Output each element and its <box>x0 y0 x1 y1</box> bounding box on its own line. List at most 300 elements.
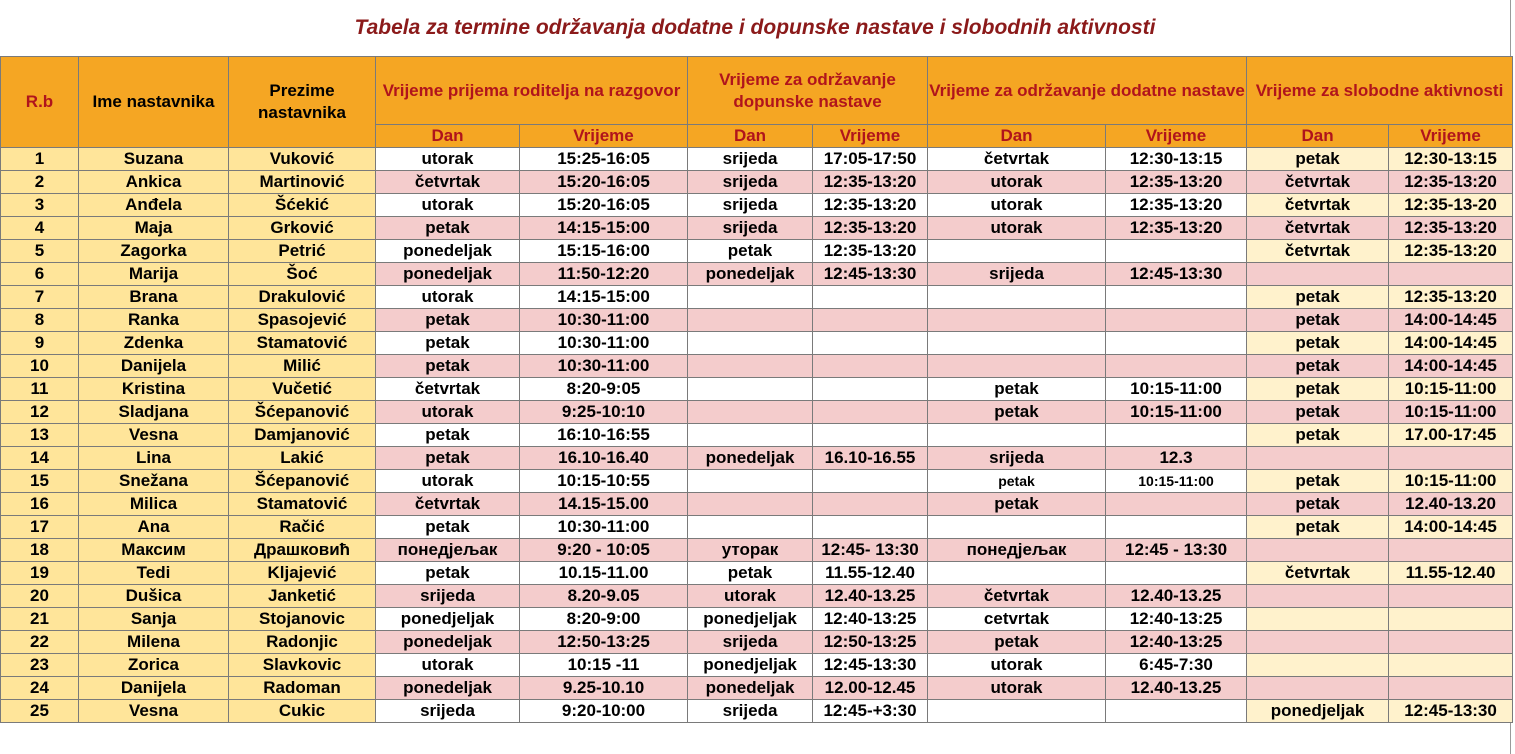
cell-remedial-day[interactable]: ponedeljak <box>688 447 813 470</box>
cell-rb[interactable]: 3 <box>1 194 79 217</box>
cell-rb[interactable]: 10 <box>1 355 79 378</box>
cell-last-name[interactable]: Janketić <box>229 585 376 608</box>
cell-additional-day[interactable]: srijeda <box>928 263 1106 286</box>
table-row <box>1 470 1513 493</box>
cell-additional-time[interactable]: 10:15-11:00 <box>1106 378 1247 401</box>
cell-free-day[interactable]: petak <box>1247 493 1389 516</box>
cell-additional-time[interactable]: 6:45-7:30 <box>1106 654 1247 677</box>
cell-remedial-time[interactable]: 12:35-13:20 <box>813 240 928 263</box>
header-rb: R.b <box>1 57 79 148</box>
cell-remedial-time[interactable] <box>813 286 928 309</box>
cell-additional-day[interactable]: utorak <box>928 654 1106 677</box>
cell-remedial-day[interactable] <box>688 401 813 424</box>
cell-parent-day[interactable]: srijeda <box>376 585 520 608</box>
header-prezime: Prezime nastavnika <box>229 57 376 148</box>
cell-remedial-time[interactable] <box>813 516 928 539</box>
cell-additional-day[interactable] <box>928 562 1106 585</box>
header-ime: Ime nastavnika <box>79 57 229 148</box>
cell-additional-time[interactable]: 10:15-11:00 <box>1106 470 1247 493</box>
cell-last-name[interactable]: Radonjic <box>229 631 376 654</box>
cell-remedial-time[interactable]: 12:35-13:20 <box>813 217 928 240</box>
cell-first-name[interactable]: Maja <box>79 217 229 240</box>
cell-free-day[interactable]: petak <box>1247 332 1389 355</box>
cell-additional-day[interactable] <box>928 424 1106 447</box>
cell-free-day[interactable]: četvrtak <box>1247 562 1389 585</box>
cell-additional-day[interactable] <box>928 309 1106 332</box>
cell-free-day[interactable] <box>1247 539 1389 562</box>
sheet-title: Tabela za termine održavanja dodatne i dopunske nastave i slobodnih aktivnosti <box>354 16 1156 39</box>
cell-rb[interactable]: 22 <box>1 631 79 654</box>
cell-free-day[interactable]: četvrtak <box>1247 194 1389 217</box>
cell-remedial-day[interactable]: srijeda <box>688 194 813 217</box>
cell-parent-day[interactable]: ponedeljak <box>376 263 520 286</box>
cell-free-day[interactable] <box>1247 263 1389 286</box>
cell-free-time[interactable]: 14:00-14:45 <box>1389 332 1513 355</box>
table-body <box>1 148 1513 723</box>
cell-parent-day[interactable]: ponedeljak <box>376 240 520 263</box>
cell-rb[interactable]: 14 <box>1 447 79 470</box>
cell-parent-day[interactable]: petak <box>376 562 520 585</box>
cell-last-name[interactable]: Radoman <box>229 677 376 700</box>
cell-remedial-time[interactable]: 12:45- 13:30 <box>813 539 928 562</box>
cell-additional-day[interactable]: srijeda <box>928 447 1106 470</box>
cell-last-name[interactable]: Petrić <box>229 240 376 263</box>
cell-parent-time[interactable]: 9.25-10.10 <box>520 677 688 700</box>
cell-remedial-time[interactable] <box>813 378 928 401</box>
cell-parent-day[interactable]: petak <box>376 355 520 378</box>
cell-free-time[interactable]: 11.55-12.40 <box>1389 562 1513 585</box>
cell-parent-time[interactable]: 10:30-11:00 <box>520 355 688 378</box>
cell-remedial-time[interactable]: 11.55-12.40 <box>813 562 928 585</box>
cell-first-name[interactable]: Snežana <box>79 470 229 493</box>
cell-parent-time[interactable]: 8.20-9.05 <box>520 585 688 608</box>
cell-last-name[interactable]: Драшковић <box>229 539 376 562</box>
cell-parent-time[interactable]: 12:50-13:25 <box>520 631 688 654</box>
cell-parent-time[interactable]: 14.15-15.00 <box>520 493 688 516</box>
cell-free-day[interactable] <box>1247 654 1389 677</box>
cell-parent-day[interactable]: ponedeljak <box>376 677 520 700</box>
subheader-vrijeme: Vrijeme <box>520 125 688 148</box>
cell-parent-time[interactable]: 16:10-16:55 <box>520 424 688 447</box>
cell-remedial-day[interactable]: srijeda <box>688 148 813 171</box>
cell-first-name[interactable]: Sanja <box>79 608 229 631</box>
cell-additional-day[interactable] <box>928 332 1106 355</box>
cell-parent-day[interactable]: ponedjeljak <box>376 608 520 631</box>
cell-remedial-time[interactable] <box>813 309 928 332</box>
table-row <box>1 447 1513 470</box>
cell-free-time[interactable]: 14:00-14:45 <box>1389 516 1513 539</box>
cell-additional-time[interactable]: 12.40-13.25 <box>1106 677 1247 700</box>
cell-rb[interactable]: 15 <box>1 470 79 493</box>
cell-remedial-day[interactable]: srijeda <box>688 217 813 240</box>
table-row <box>1 539 1513 562</box>
cell-free-time[interactable] <box>1389 654 1513 677</box>
cell-remedial-day[interactable] <box>688 516 813 539</box>
cell-remedial-day[interactable] <box>688 355 813 378</box>
cell-parent-day[interactable]: utorak <box>376 401 520 424</box>
cell-additional-time[interactable] <box>1106 516 1247 539</box>
cell-additional-time[interactable]: 12:35-13:20 <box>1106 194 1247 217</box>
cell-last-name[interactable]: Stamatović <box>229 332 376 355</box>
cell-parent-time[interactable]: 8:20-9:05 <box>520 378 688 401</box>
cell-additional-time[interactable]: 12:40-13:25 <box>1106 608 1247 631</box>
cell-remedial-day[interactable] <box>688 309 813 332</box>
cell-rb[interactable]: 2 <box>1 171 79 194</box>
cell-free-time[interactable]: 10:15-11:00 <box>1389 401 1513 424</box>
cell-free-day[interactable]: petak <box>1247 516 1389 539</box>
table-row <box>1 608 1513 631</box>
cell-remedial-day[interactable]: srijeda <box>688 631 813 654</box>
cell-remedial-time[interactable]: 12:35-13:20 <box>813 171 928 194</box>
cell-parent-time[interactable]: 14:15-15:00 <box>520 217 688 240</box>
cell-parent-day[interactable]: petak <box>376 447 520 470</box>
cell-free-time[interactable]: 12:35-13:20 <box>1389 217 1513 240</box>
cell-first-name[interactable]: Danijela <box>79 677 229 700</box>
cell-additional-time[interactable] <box>1106 355 1247 378</box>
cell-parent-day[interactable]: četvrtak <box>376 378 520 401</box>
cell-first-name[interactable]: Anđela <box>79 194 229 217</box>
cell-remedial-time[interactable]: 12.40-13.25 <box>813 585 928 608</box>
cell-parent-time[interactable]: 10:15 -11 <box>520 654 688 677</box>
cell-rb[interactable]: 19 <box>1 562 79 585</box>
cell-last-name[interactable]: Drakulović <box>229 286 376 309</box>
cell-additional-time[interactable]: 10:15-11:00 <box>1106 401 1247 424</box>
cell-remedial-time[interactable]: 12:45-13:30 <box>813 654 928 677</box>
cell-rb[interactable]: 24 <box>1 677 79 700</box>
cell-additional-time[interactable] <box>1106 240 1247 263</box>
cell-free-time[interactable] <box>1389 631 1513 654</box>
cell-last-name[interactable]: Šćepanović <box>229 470 376 493</box>
cell-remedial-day[interactable] <box>688 332 813 355</box>
cell-free-day[interactable]: petak <box>1247 424 1389 447</box>
cell-parent-day[interactable]: ponedeljak <box>376 631 520 654</box>
cell-rb[interactable]: 8 <box>1 309 79 332</box>
cell-free-time[interactable] <box>1389 608 1513 631</box>
cell-first-name[interactable]: Ana <box>79 516 229 539</box>
cell-remedial-day[interactable]: srijeda <box>688 700 813 723</box>
cell-parent-day[interactable]: utorak <box>376 286 520 309</box>
cell-rb[interactable]: 18 <box>1 539 79 562</box>
cell-free-day[interactable] <box>1247 608 1389 631</box>
subheader-dan: Dan <box>376 125 520 148</box>
cell-free-time[interactable]: 12:35-13:20 <box>1389 240 1513 263</box>
cell-rb[interactable]: 20 <box>1 585 79 608</box>
cell-remedial-time[interactable]: 12:45-+3:30 <box>813 700 928 723</box>
cell-parent-time[interactable]: 11:50-12:20 <box>520 263 688 286</box>
cell-last-name[interactable]: Stamatović <box>229 493 376 516</box>
cell-first-name[interactable]: Zdenka <box>79 332 229 355</box>
cell-remedial-time[interactable] <box>813 493 928 516</box>
cell-first-name[interactable]: Vesna <box>79 700 229 723</box>
cell-additional-day[interactable]: četvrtak <box>928 148 1106 171</box>
cell-free-time[interactable] <box>1389 585 1513 608</box>
cell-additional-day[interactable] <box>928 516 1106 539</box>
cell-last-name[interactable]: Šćepanović <box>229 401 376 424</box>
cell-remedial-time[interactable] <box>813 424 928 447</box>
cell-remedial-time[interactable] <box>813 332 928 355</box>
cell-remedial-time[interactable] <box>813 355 928 378</box>
cell-rb[interactable]: 23 <box>1 654 79 677</box>
cell-free-day[interactable]: petak <box>1247 286 1389 309</box>
cell-parent-time[interactable]: 15:25-16:05 <box>520 148 688 171</box>
cell-additional-day[interactable]: petak <box>928 470 1106 493</box>
cell-remedial-time[interactable]: 17:05-17:50 <box>813 148 928 171</box>
cell-additional-time[interactable]: 12:45 - 13:30 <box>1106 539 1247 562</box>
cell-last-name[interactable]: Slavkovic <box>229 654 376 677</box>
cell-rb[interactable]: 21 <box>1 608 79 631</box>
cell-rb[interactable]: 4 <box>1 217 79 240</box>
cell-remedial-time[interactable]: 12.00-12.45 <box>813 677 928 700</box>
cell-parent-time[interactable]: 10:30-11:00 <box>520 332 688 355</box>
cell-additional-time[interactable]: 12:35-13:20 <box>1106 217 1247 240</box>
subheader-dan: Dan <box>928 125 1106 148</box>
cell-remedial-time[interactable]: 12:50-13:25 <box>813 631 928 654</box>
cell-additional-day[interactable]: utorak <box>928 194 1106 217</box>
cell-last-name[interactable]: Martinović <box>229 171 376 194</box>
cell-first-name[interactable]: Danijela <box>79 355 229 378</box>
cell-free-day[interactable]: petak <box>1247 148 1389 171</box>
cell-remedial-day[interactable] <box>688 286 813 309</box>
cell-remedial-day[interactable]: utorak <box>688 585 813 608</box>
table-row <box>1 424 1513 447</box>
cell-remedial-day[interactable] <box>688 493 813 516</box>
cell-free-time[interactable]: 12.40-13.20 <box>1389 493 1513 516</box>
table-row <box>1 493 1513 516</box>
cell-parent-day[interactable]: petak <box>376 217 520 240</box>
cell-additional-day[interactable]: petak <box>928 401 1106 424</box>
cell-parent-time[interactable]: 14:15-15:00 <box>520 286 688 309</box>
cell-free-time[interactable]: 10:15-11:00 <box>1389 378 1513 401</box>
cell-additional-time[interactable]: 12:45-13:30 <box>1106 263 1247 286</box>
cell-parent-day[interactable]: utorak <box>376 654 520 677</box>
cell-additional-time[interactable] <box>1106 562 1247 585</box>
cell-free-time[interactable]: 12:35-13:20 <box>1389 286 1513 309</box>
cell-additional-day[interactable]: petak <box>928 493 1106 516</box>
cell-additional-day[interactable]: utorak <box>928 217 1106 240</box>
cell-remedial-day[interactable]: petak <box>688 562 813 585</box>
cell-parent-time[interactable]: 9:25-10:10 <box>520 401 688 424</box>
cell-first-name[interactable]: Milena <box>79 631 229 654</box>
cell-parent-day[interactable]: petak <box>376 424 520 447</box>
cell-rb[interactable]: 16 <box>1 493 79 516</box>
cell-last-name[interactable]: Cukic <box>229 700 376 723</box>
cell-first-name[interactable]: Zorica <box>79 654 229 677</box>
cell-free-day[interactable]: četvrtak <box>1247 171 1389 194</box>
cell-parent-day[interactable]: utorak <box>376 194 520 217</box>
cell-rb[interactable]: 13 <box>1 424 79 447</box>
cell-remedial-day[interactable]: ponedeljak <box>688 263 813 286</box>
cell-rb[interactable]: 6 <box>1 263 79 286</box>
table-row <box>1 332 1513 355</box>
cell-additional-day[interactable]: понедјељак <box>928 539 1106 562</box>
cell-additional-time[interactable] <box>1106 700 1247 723</box>
cell-parent-day[interactable]: petak <box>376 516 520 539</box>
cell-last-name[interactable]: Stojanovic <box>229 608 376 631</box>
cell-free-day[interactable]: petak <box>1247 470 1389 493</box>
subheader-vrijeme: Vrijeme <box>1106 125 1247 148</box>
cell-additional-time[interactable]: 12.3 <box>1106 447 1247 470</box>
cell-free-day[interactable]: četvrtak <box>1247 217 1389 240</box>
cell-additional-time[interactable] <box>1106 286 1247 309</box>
cell-remedial-time[interactable] <box>813 401 928 424</box>
cell-rb[interactable]: 5 <box>1 240 79 263</box>
cell-remedial-day[interactable]: ponedeljak <box>688 677 813 700</box>
table-row <box>1 286 1513 309</box>
cell-rb[interactable]: 12 <box>1 401 79 424</box>
cell-additional-time[interactable]: 12.40-13.25 <box>1106 585 1247 608</box>
subheader-dan: Dan <box>1247 125 1389 148</box>
cell-free-time[interactable]: 14:00-14:45 <box>1389 355 1513 378</box>
cell-additional-day[interactable] <box>928 286 1106 309</box>
cell-free-time[interactable] <box>1389 263 1513 286</box>
cell-remedial-day[interactable]: ponedjeljak <box>688 654 813 677</box>
cell-free-day[interactable]: ponedjeljak <box>1247 700 1389 723</box>
schedule-table <box>0 56 1513 723</box>
cell-last-name[interactable]: Grković <box>229 217 376 240</box>
cell-first-name[interactable]: Ranka <box>79 309 229 332</box>
cell-first-name[interactable]: Dušica <box>79 585 229 608</box>
cell-free-day[interactable]: petak <box>1247 401 1389 424</box>
cell-free-time[interactable] <box>1389 677 1513 700</box>
cell-parent-day[interactable]: utorak <box>376 470 520 493</box>
cell-remedial-day[interactable]: srijeda <box>688 171 813 194</box>
cell-parent-day[interactable]: petak <box>376 309 520 332</box>
cell-parent-day[interactable]: četvrtak <box>376 493 520 516</box>
cell-first-name[interactable]: Sladjana <box>79 401 229 424</box>
cell-free-day[interactable] <box>1247 585 1389 608</box>
cell-last-name[interactable]: Vučetić <box>229 378 376 401</box>
cell-rb[interactable]: 1 <box>1 148 79 171</box>
cell-parent-time[interactable]: 10.15-11.00 <box>520 562 688 585</box>
cell-remedial-day[interactable]: ponedjeljak <box>688 608 813 631</box>
cell-additional-day[interactable]: petak <box>928 631 1106 654</box>
cell-rb[interactable]: 7 <box>1 286 79 309</box>
cell-additional-time[interactable] <box>1106 309 1247 332</box>
cell-first-name[interactable]: Максим <box>79 539 229 562</box>
cell-parent-day[interactable]: utorak <box>376 148 520 171</box>
cell-parent-day[interactable]: četvrtak <box>376 171 520 194</box>
cell-free-day[interactable]: petak <box>1247 378 1389 401</box>
cell-additional-day[interactable] <box>928 700 1106 723</box>
cell-additional-day[interactable] <box>928 240 1106 263</box>
cell-parent-time[interactable]: 15:20-16:05 <box>520 171 688 194</box>
cell-first-name[interactable]: Milica <box>79 493 229 516</box>
cell-free-day[interactable] <box>1247 631 1389 654</box>
cell-additional-day[interactable] <box>928 355 1106 378</box>
cell-additional-day[interactable]: četvrtak <box>928 585 1106 608</box>
cell-free-time[interactable] <box>1389 539 1513 562</box>
cell-rb[interactable]: 11 <box>1 378 79 401</box>
cell-free-day[interactable]: petak <box>1247 355 1389 378</box>
cell-parent-time[interactable]: 10:30-11:00 <box>520 309 688 332</box>
cell-remedial-day[interactable] <box>688 378 813 401</box>
cell-remedial-time[interactable]: 12:45-13:30 <box>813 263 928 286</box>
cell-first-name[interactable]: Vesna <box>79 424 229 447</box>
table-row <box>1 171 1513 194</box>
cell-parent-day[interactable]: srijeda <box>376 700 520 723</box>
cell-parent-time[interactable]: 15:15-16:00 <box>520 240 688 263</box>
cell-last-name[interactable]: Šćekić <box>229 194 376 217</box>
table-row <box>1 700 1513 723</box>
cell-last-name[interactable]: Damjanović <box>229 424 376 447</box>
cell-remedial-time[interactable]: 12:40-13:25 <box>813 608 928 631</box>
cell-free-day[interactable]: četvrtak <box>1247 240 1389 263</box>
cell-last-name[interactable]: Šoć <box>229 263 376 286</box>
cell-additional-time[interactable]: 12:40-13:25 <box>1106 631 1247 654</box>
cell-rb[interactable]: 9 <box>1 332 79 355</box>
cell-last-name[interactable]: Kljajević <box>229 562 376 585</box>
cell-free-time[interactable]: 10:15-11:00 <box>1389 470 1513 493</box>
cell-remedial-day[interactable]: petak <box>688 240 813 263</box>
table-row <box>1 677 1513 700</box>
cell-last-name[interactable]: Vuković <box>229 148 376 171</box>
cell-parent-time[interactable]: 15:20-16:05 <box>520 194 688 217</box>
cell-parent-time[interactable]: 16.10-16.40 <box>520 447 688 470</box>
subheader-vrijeme: Vrijeme <box>1389 125 1513 148</box>
cell-last-name[interactable]: Lakić <box>229 447 376 470</box>
cell-parent-time[interactable]: 9:20-10:00 <box>520 700 688 723</box>
cell-first-name[interactable]: Tedi <box>79 562 229 585</box>
cell-parent-day[interactable]: petak <box>376 332 520 355</box>
cell-parent-time[interactable]: 10:15-10:55 <box>520 470 688 493</box>
cell-last-name[interactable]: Spasojević <box>229 309 376 332</box>
cell-additional-time[interactable] <box>1106 424 1247 447</box>
table-row <box>1 240 1513 263</box>
cell-free-time[interactable]: 12:45-13:30 <box>1389 700 1513 723</box>
cell-parent-time[interactable]: 8:20-9:00 <box>520 608 688 631</box>
cell-remedial-time[interactable] <box>813 470 928 493</box>
cell-remedial-time[interactable]: 12:35-13:20 <box>813 194 928 217</box>
cell-remedial-day[interactable] <box>688 424 813 447</box>
cell-last-name[interactable]: Račić <box>229 516 376 539</box>
cell-additional-time[interactable]: 12:35-13:20 <box>1106 171 1247 194</box>
cell-first-name[interactable]: Suzana <box>79 148 229 171</box>
cell-rb[interactable]: 25 <box>1 700 79 723</box>
cell-additional-day[interactable]: petak <box>928 378 1106 401</box>
cell-remedial-day[interactable]: уторак <box>688 539 813 562</box>
cell-additional-time[interactable]: 12:30-13:15 <box>1106 148 1247 171</box>
table-row <box>1 263 1513 286</box>
cell-additional-time[interactable] <box>1106 493 1247 516</box>
cell-parent-day[interactable]: понедјељак <box>376 539 520 562</box>
cell-free-day[interactable] <box>1247 447 1389 470</box>
cell-free-time[interactable]: 14:00-14:45 <box>1389 309 1513 332</box>
cell-additional-day[interactable]: utorak <box>928 171 1106 194</box>
cell-first-name[interactable]: Zagorka <box>79 240 229 263</box>
cell-free-time[interactable] <box>1389 447 1513 470</box>
cell-last-name[interactable]: Milić <box>229 355 376 378</box>
cell-first-name[interactable]: Ankica <box>79 171 229 194</box>
cell-first-name[interactable]: Marija <box>79 263 229 286</box>
cell-first-name[interactable]: Kristina <box>79 378 229 401</box>
cell-parent-time[interactable]: 9:20 - 10:05 <box>520 539 688 562</box>
cell-parent-time[interactable]: 10:30-11:00 <box>520 516 688 539</box>
cell-additional-day[interactable]: cetvrtak <box>928 608 1106 631</box>
cell-free-time[interactable]: 12:35-13:20 <box>1389 171 1513 194</box>
cell-free-time[interactable]: 12:35-13-20 <box>1389 194 1513 217</box>
cell-free-day[interactable] <box>1247 677 1389 700</box>
cell-additional-day[interactable]: utorak <box>928 677 1106 700</box>
cell-free-time[interactable]: 17.00-17:45 <box>1389 424 1513 447</box>
cell-free-day[interactable]: petak <box>1247 309 1389 332</box>
cell-first-name[interactable]: Lina <box>79 447 229 470</box>
cell-additional-time[interactable] <box>1106 332 1247 355</box>
cell-remedial-day[interactable] <box>688 470 813 493</box>
cell-first-name[interactable]: Brana <box>79 286 229 309</box>
cell-rb[interactable]: 17 <box>1 516 79 539</box>
cell-free-time[interactable]: 12:30-13:15 <box>1389 148 1513 171</box>
cell-remedial-time[interactable]: 16.10-16.55 <box>813 447 928 470</box>
